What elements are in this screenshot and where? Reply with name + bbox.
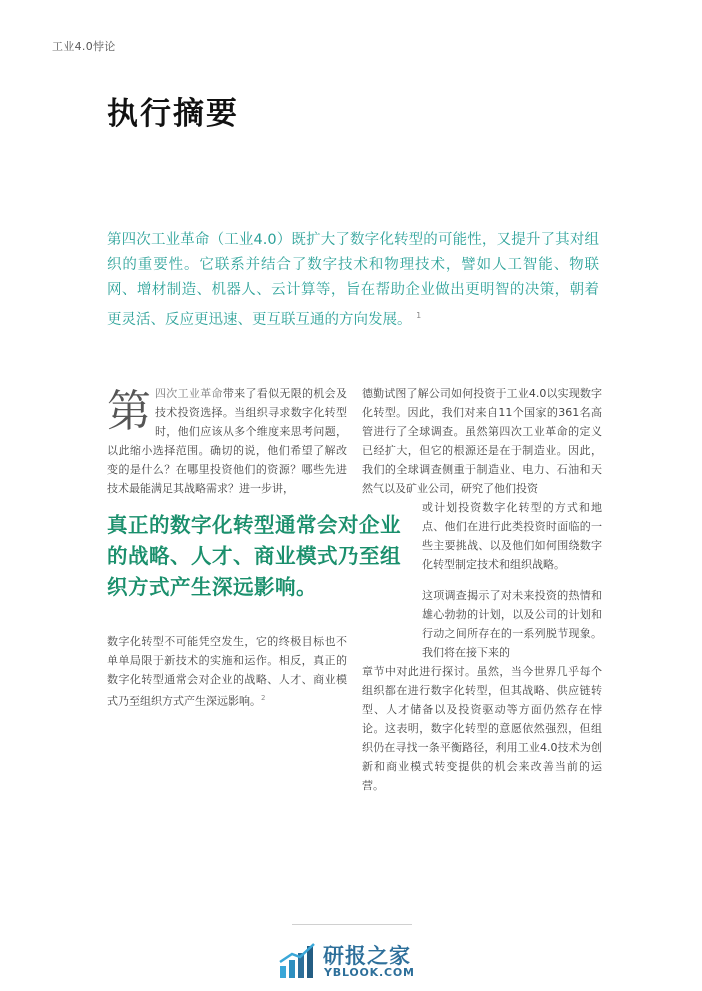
footnote-ref-1: 1 bbox=[416, 311, 422, 320]
right-para2b: 章节中对此进行探讨。虽然，当今世界几乎每个组织都在进行数字化转型，但其战略、供应链转型、人才储备以及投资驱动等方面仍然存在悖论。这表明，数字化转型的意愿依然强烈，但组织仍在寻找一条平衡路径，利用工业4.0技术为创新和商业模式转变提供的机会来改善当前的运营。 bbox=[362, 665, 602, 792]
intro-text: 第四次工业革命（工业4.0）既扩大了数字化转型的可能性，又提升了其对组织的重要性。它联系并结合了数字技术和物理技术，譬如人工智能、物联网、增材制造、机器人、云计算等，旨在帮助企业做出更明智的决策，朝着更灵活、反应更迅速、更互联互通的方向发展。 bbox=[107, 232, 599, 328]
lead-in: 四次工业革命 bbox=[155, 387, 223, 400]
bar-chart-logo-icon bbox=[278, 942, 318, 980]
logo-text-en: YBLOOK.COM bbox=[324, 966, 415, 979]
left-body-text: 带来了看似无限的机会及技术投资选择。当组织寻求数字化转型时，他们应该从多个维度来思考问题，以此缩小选择范围。确切的说，他们希望了解改变的是什么？在哪里投资他们的资源？哪些先进技术最能满足其战略需求？进一步讲， bbox=[107, 387, 347, 495]
intro-paragraph bbox=[107, 228, 599, 333]
page-title: 执行摘要 bbox=[107, 96, 239, 132]
footer-logo bbox=[278, 940, 438, 982]
footer-divider bbox=[292, 924, 412, 925]
right-para1a: 德勤试图了解公司如何投资于工业4.0以实现数字化转型。因此，我们对来自11个国家的361名高管进行了全球调查。虽然第四次工业革命的定义已经扩大，但它的根源还是在于制造业。因此，我们的全球调查侧重于制造业、电力、石油和天然气以及矿业公司，研究了他们投资 bbox=[362, 387, 602, 495]
left-column bbox=[107, 384, 347, 498]
right-para2a: 这项调查揭示了对未来投资的热情和雄心勃勃的计划，以及公司的计划和行动之间所存在的一系列脱节现象。我们将在接下来的 bbox=[422, 589, 602, 659]
right-column bbox=[362, 384, 602, 795]
right-para1b: 或计划投资数字化转型的方式和地点、他们在进行此类投资时面临的一些主要挑战、以及他们如何围绕数字化转型制定技术和组织战略。 bbox=[422, 501, 602, 571]
logo-text-cn: 研报之家 bbox=[323, 944, 411, 968]
left-column-paragraph-2 bbox=[107, 632, 347, 711]
pull-quote: 真正的数字化转型通常会对企业的战略、人才、商业模式乃至组织方式产生深远影响。 bbox=[107, 513, 401, 599]
drop-cap: 第 bbox=[107, 386, 151, 437]
footnote-ref-2: 2 bbox=[261, 694, 266, 702]
running-header: 工业4.0悖论 bbox=[52, 40, 116, 53]
left-para2-text: 数字化转型不可能凭空发生，它的终极目标也不单单局限于新技术的实施和运作。相反，真正的数字化转型通常会对企业的战略、人才、商业模式乃至组织方式产生深远影响。 bbox=[107, 635, 347, 708]
